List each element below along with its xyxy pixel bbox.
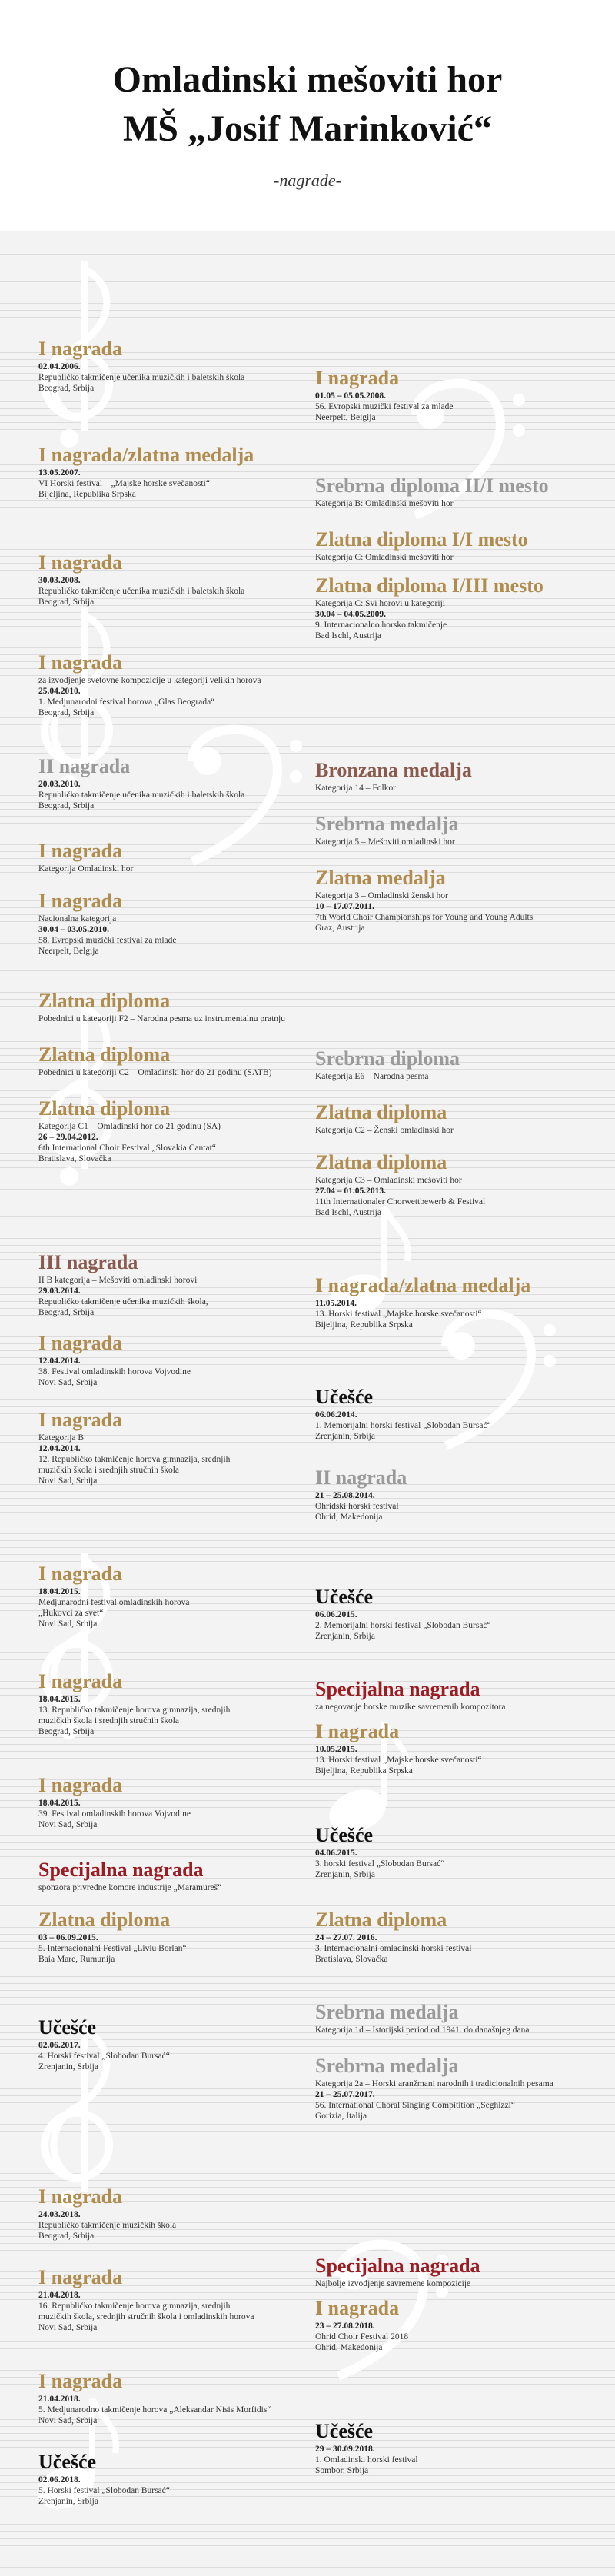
award-detail: Ohridski horski festival: [315, 1502, 399, 1511]
award-date: 30.04 – 03.05.2010.: [38, 925, 109, 934]
award-detail: 39. Festival omladinskih horova Vojvodine: [38, 1809, 191, 1819]
award-date: 30.03.2008.: [38, 576, 81, 585]
award-detail: Novi Sad, Srbija: [38, 1378, 98, 1387]
award-entry: [38, 990, 315, 1024]
award-entry: [38, 1252, 315, 1318]
award-entry: [315, 1586, 592, 1642]
award-entry: [38, 1909, 315, 1965]
award-detail: 1. Medjunarodni festival horova „Glas Beograda“: [38, 697, 215, 707]
award-detail: Republičko takmičenje učenika muzičkih i baletskih škola: [38, 373, 245, 382]
award-detail: Medjunarodni festival omladinskih horova: [38, 1598, 190, 1607]
award-title: Zlatna diploma: [38, 990, 171, 1012]
award-date: 02.06.2017.: [38, 2041, 81, 2050]
award-entry: [315, 760, 592, 794]
award-date: 01.05 – 05.05.2008.: [315, 391, 386, 401]
award-title: Srebrna medalja: [315, 2001, 459, 2023]
award-date: 20.03.2010.: [38, 780, 81, 789]
award-detail: Republičko takmičenje učenika muzičkih i baletskih škola: [38, 790, 245, 800]
award-title: I nagrada: [38, 1409, 123, 1431]
award-title: Specijalna nagrada: [315, 1678, 480, 1700]
award-detail: Novi Sad, Srbija: [38, 1476, 98, 1486]
award-detail: 5. Internacionalni Festival „Liviu Borlan“: [38, 1944, 187, 1953]
award-detail: 5. Horski festival „Slobodan Bursać“: [38, 2486, 170, 2495]
award-detail: Novi Sad, Srbija: [38, 1820, 98, 1829]
award-entry: [315, 814, 592, 847]
award-detail: Zrenjanin, Srbija: [315, 1432, 375, 1441]
award-entry: [315, 2421, 592, 2476]
award-entry: [315, 2002, 592, 2035]
award-title: I nagrada: [38, 890, 123, 912]
award-entry: [38, 552, 315, 607]
staff-line: [0, 2243, 615, 2244]
award-entry: [315, 1048, 592, 1082]
award-entry: [315, 1467, 592, 1523]
award-entry: [315, 1825, 592, 1880]
award-date: 29 – 30.09.2018.: [315, 2445, 375, 2454]
award-title: Zlatna diploma: [38, 1043, 171, 1066]
award-entry: [315, 575, 592, 641]
award-detail: Kategorija 14 – Folkor: [315, 784, 397, 793]
award-detail: Kategorija B: [38, 1433, 85, 1443]
award-detail: 13. Horski festival „Majske horske svečanosti“: [315, 1310, 482, 1319]
award-detail: 58. Evropski muzički festival za mlade: [38, 936, 177, 945]
award-title: I nagrada: [38, 1563, 123, 1585]
staff-line: [0, 970, 615, 971]
award-detail: Novi Sad, Srbija: [38, 2416, 98, 2425]
award-detail: „Hukovci za svet“: [38, 1609, 104, 1618]
award-detail: 1. Memorijalni horski festival „Slobodan Bursać“: [315, 1421, 491, 1430]
award-detail: Ohrid, Makedonija: [315, 1513, 383, 1522]
staff-line: [0, 1533, 615, 1534]
award-title: Specijalna nagrada: [38, 1859, 204, 1881]
award-detail: VI Horski festival – „Majske horske svečanosti“: [38, 479, 210, 488]
page-title: [0, 0, 615, 154]
award-title: I nagrada: [315, 1720, 400, 1742]
award-detail: Kategorija 5 – Mešoviti omladinski hor: [315, 837, 455, 847]
award-detail: 16. Republičko takmičenje horova gimnazija, srednjih: [38, 2301, 231, 2311]
award-entry: [38, 1333, 315, 1388]
award-date: 26 – 29.04.2012.: [38, 1133, 98, 1142]
award-title: Srebrna medalja: [315, 813, 459, 835]
header: [0, 0, 615, 231]
award-detail: 12. Republičko takmičenje horova gimnazija, srednjih: [38, 1455, 231, 1464]
award-title: I nagrada: [38, 338, 123, 360]
award-date: 06.06.2015.: [315, 1610, 357, 1619]
award-detail: Zrenjanin, Srbija: [38, 2062, 98, 2072]
award-title: Specijalna nagrada: [315, 2255, 480, 2277]
award-detail: Kategorija 1d – Istorijski period od 1941. do današnjeg dana: [315, 2025, 530, 2035]
award-entry: [315, 1102, 592, 1136]
award-title: Zlatna diploma I/I mesto: [315, 528, 528, 551]
staff-line: [0, 2250, 615, 2251]
award-title: Učešće: [315, 2420, 374, 2442]
staff-line: [0, 1997, 615, 1998]
award-detail: Ohrid, Makedonija: [315, 2343, 383, 2352]
award-date: 24 – 27.07. 2016.: [315, 1933, 377, 1942]
award-title: II nagrada: [38, 755, 131, 777]
award-entry: [315, 1386, 592, 1442]
award-entry: [315, 1152, 592, 1218]
award-detail: 56. Evropski muzički festival za mlade: [315, 402, 454, 411]
award-detail: 6th International Choir Festival „Slovakia Cantat“: [38, 1143, 216, 1153]
award-detail: Bijeljina, Republika Srpska: [315, 1320, 413, 1330]
award-detail: Republičko takmičenje učenika muzičkih škola,: [38, 1297, 208, 1306]
award-detail: Pobednici u kategoriji F2 – Narodna pesma uz instrumentalnu pratnju: [38, 1014, 285, 1023]
award-detail: Zrenjanin, Srbija: [315, 1632, 375, 1641]
award-detail: Kategorija Omladinski hor: [38, 864, 134, 874]
award-entry: [38, 756, 315, 811]
award-detail: 56. International Choral Singing Compitition „Seghizzi“: [315, 2101, 515, 2110]
staff-line: [0, 1238, 615, 1239]
award-detail: Nacionalna kategorija: [38, 914, 117, 924]
award-title: I nagrada: [38, 2370, 123, 2392]
award-date: 21.04.2018.: [38, 2395, 81, 2404]
award-date: 24.03.2018.: [38, 2210, 81, 2219]
award-detail: Bad Ischl, Austrija: [315, 631, 381, 641]
award-entry: [315, 2255, 592, 2289]
staff-line: [0, 1990, 615, 1991]
award-title: I nagrada: [38, 2185, 123, 2208]
award-title: Zlatna medalja: [315, 867, 446, 889]
award-entry: [315, 867, 592, 934]
award-title: Učešće: [315, 1586, 374, 1608]
award-entry: [38, 652, 315, 718]
award-detail: Beograd, Srbija: [38, 384, 95, 393]
award-title: Srebrna medalja: [315, 2055, 459, 2077]
award-detail: Beograd, Srbija: [38, 708, 95, 717]
award-detail: Kategorija C: Svi horovi u kategoriji: [315, 599, 445, 608]
award-date: 10.05.2015.: [315, 1745, 357, 1754]
award-entry: [315, 1275, 592, 1330]
award-date: 29.03.2014.: [38, 1286, 81, 1296]
award-title: I nagrada: [315, 2297, 400, 2319]
award-date: 21 – 25.07.2017.: [315, 2090, 375, 2099]
award-detail: Kategorija 3 – Omladinski ženski hor: [315, 891, 448, 900]
award-date: 27.04 – 01.05.2013.: [315, 1186, 386, 1196]
award-title: Učešće: [38, 2016, 97, 2039]
award-entry: [315, 2055, 592, 2122]
award-title: III nagrada: [38, 1251, 138, 1273]
award-detail: Bad Ischl, Austrija: [315, 1208, 381, 1217]
staff-line: [0, 1976, 615, 1977]
award-title: I nagrada: [38, 1774, 123, 1796]
award-entry: [38, 890, 315, 957]
award-title: I nagrada: [38, 2266, 123, 2288]
award-title: I nagrada: [38, 651, 123, 674]
award-entry: [38, 2017, 315, 2072]
staff-line: [0, 2524, 615, 2525]
award-entry: [38, 1044, 315, 1078]
award-date: 21 – 25.08.2014.: [315, 1491, 375, 1500]
award-entry: [38, 444, 315, 500]
award-detail: Bratislava, Slovačka: [38, 1154, 111, 1163]
award-detail: Kategorija B: Omladinski mešoviti hor: [315, 499, 454, 508]
page-subtitle: -nagrade-: [274, 171, 341, 190]
award-title: Srebrna diploma II/I mesto: [315, 474, 549, 497]
staff-line: [0, 2531, 615, 2532]
award-title: Srebrna diploma: [315, 1047, 460, 1070]
award-detail: Kategorija 2a – Horski aranžmani narodnih i tradicionalnih pesama: [315, 2079, 554, 2088]
award-title: II nagrada: [315, 1466, 407, 1489]
award-detail: 9. Internacionalno horsko takmičenje: [315, 621, 447, 630]
award-detail: 38. Festival omladinskih horova Vojvodine: [38, 1367, 191, 1376]
staff-line: [0, 2545, 615, 2546]
award-detail: 4. Horski festival „Slobodan Bursać“: [38, 2052, 170, 2061]
award-detail: 13. Horski festival „Majske horske svečanosti“: [315, 1756, 482, 1765]
award-date: 18.04.2015.: [38, 1799, 81, 1808]
award-date: 30.04 – 04.05.2009.: [315, 610, 386, 619]
award-detail: Kategorija C: Omladinski mešoviti hor: [315, 553, 454, 562]
award-title: Zlatna diploma: [315, 1101, 447, 1123]
award-detail: Beograd, Srbija: [38, 1308, 95, 1317]
award-detail: Ohrid Choir Festival 2018: [315, 2332, 409, 2341]
award-detail: sponzora privredne komore industrije „Maramureš“: [38, 1883, 222, 1892]
award-detail: za izvodjenje svetovne kompozicije u kategoriji velikih horova: [38, 676, 261, 685]
award-detail: Kategorija C1 – Omladinski hor do 21 godinu (SA): [38, 1122, 221, 1131]
award-title: I nagrada/zlatna medalja: [315, 1274, 531, 1296]
award-detail: Beograd, Srbija: [38, 597, 95, 607]
award-detail: Zrenjanin, Srbija: [38, 2497, 98, 2506]
award-entry: [38, 1671, 315, 1737]
award-entry: [38, 2267, 315, 2333]
award-entry: [38, 1409, 315, 1486]
award-detail: Bijeljina, Republika Srpska: [38, 490, 136, 499]
award-title: I nagrada: [38, 1670, 123, 1692]
award-detail: Sombor, Srbija: [315, 2466, 369, 2475]
award-date: 02.06.2018.: [38, 2475, 81, 2484]
award-title: I nagrada/zlatna medalja: [38, 444, 254, 466]
award-detail: 5. Medjunarodno takmičenje horova „Aleksandar Nisis Morfidis“: [38, 2405, 271, 2415]
award-entry: [315, 368, 592, 423]
award-detail: muzičkih škola i srednjih stručnih škola: [38, 1466, 180, 1475]
award-entry: [38, 840, 315, 874]
staff-line: [0, 1245, 615, 1246]
award-title: Zlatna diploma: [38, 1097, 171, 1120]
award-date: 21.04.2018.: [38, 2291, 81, 2300]
award-title: Učešće: [315, 1824, 374, 1846]
award-detail: Beograd, Srbija: [38, 1727, 95, 1736]
award-detail: Beograd, Srbija: [38, 801, 95, 810]
award-title: Zlatna diploma: [315, 1151, 447, 1173]
award-title: Zlatna diploma: [38, 1909, 171, 1931]
award-title: I nagrada: [38, 551, 123, 574]
title-line-2: MŠ „Josif Marinković“: [123, 108, 492, 149]
award-detail: Republičko takmičenje učenika muzičkih i baletskih škola: [38, 587, 245, 596]
award-date: 12.04.2014.: [38, 1356, 81, 1366]
award-detail: Baia Mare, Rumunija: [38, 1955, 115, 1964]
award-date: 12.04.2014.: [38, 1444, 81, 1453]
staff-line: [0, 1905, 615, 1906]
award-entry: [315, 529, 592, 563]
award-detail: Kategorija C3 – Omladinski mešoviti hor: [315, 1176, 462, 1185]
award-date: 03 – 06.09.2015.: [38, 1933, 98, 1942]
award-detail: Beograd, Srbija: [38, 2232, 95, 2241]
award-entry: [38, 1859, 315, 1893]
award-detail: Novi Sad, Srbija: [38, 2323, 98, 2332]
title-line-1: Omladinski mešoviti hor: [112, 59, 503, 100]
award-detail: Kategorija E6 – Narodna pesma: [315, 1072, 429, 1081]
award-date: 13.05.2007.: [38, 468, 81, 478]
award-detail: Republičko takmičenje muzičkih škola: [38, 2221, 177, 2230]
award-entry: [38, 2186, 315, 2242]
award-detail: muzičkih škola, srednjih stručnih škola i omladinskih horova: [38, 2312, 254, 2321]
award-title: Zlatna diploma: [315, 1909, 447, 1931]
award-title: Učešće: [315, 1386, 374, 1408]
award-title: Zlatna diploma I/III mesto: [315, 574, 544, 597]
award-detail: Graz, Austrija: [315, 924, 365, 933]
award-detail: Najbolje izvodjenje savremene kompozicije: [315, 2279, 471, 2288]
award-date: 25.04.2010.: [38, 687, 81, 696]
award-date: 23 – 27.08.2018.: [315, 2321, 375, 2331]
staff-line: [0, 2567, 615, 2568]
award-title: Bronzana medalja: [315, 759, 472, 781]
award-detail: Novi Sad, Srbija: [38, 1619, 98, 1629]
award-entry: [315, 1909, 592, 1965]
award-detail: 7th World Choir Championships for Young and Young Adults: [315, 913, 534, 922]
award-detail: Neerpelt, Belgija: [315, 413, 376, 422]
award-detail: muzičkih škola i srednjih stručnih škola: [38, 1716, 180, 1726]
staff-line: [0, 2538, 615, 2539]
award-entry: [38, 2371, 315, 2426]
award-detail: Kategorija C2 – Ženski omladinski hor: [315, 1126, 454, 1135]
award-date: 06.06.2014.: [315, 1410, 357, 1419]
award-title: I nagrada: [38, 840, 123, 862]
award-entry: [315, 1721, 592, 1776]
award-entry: [315, 475, 592, 509]
award-title: I nagrada: [315, 367, 400, 389]
award-detail: 2. Memorijalni horski festival „Slobodan Bursać“: [315, 1621, 491, 1630]
award-entry: [38, 2451, 315, 2507]
award-entry: [38, 1098, 315, 1164]
award-detail: 13. Republičko takmičenje horova gimnazija, srednjih: [38, 1706, 231, 1715]
award-detail: 1. Omladinski horski festival: [315, 2455, 418, 2465]
award-detail: Zrenjanin, Srbija: [315, 1870, 375, 1879]
award-detail: Pobednici u kategoriji C2 – Omladinski hor do 21 godinu (SATB): [38, 1068, 272, 1077]
award-detail: Bratislava, Slovačka: [315, 1955, 388, 1964]
award-entry: [315, 2298, 592, 2353]
award-detail: 3. Internacionalni omladinski horski festival: [315, 1944, 472, 1953]
award-title: Učešće: [38, 2451, 97, 2473]
award-date: 04.06.2015.: [315, 1849, 357, 1858]
award-date: 18.04.2015.: [38, 1587, 81, 1596]
award-date: 02.04.2006.: [38, 362, 81, 371]
award-date: 11.05.2014.: [315, 1299, 357, 1308]
award-entry: [38, 1563, 315, 1629]
award-entry: [38, 1775, 315, 1830]
award-detail: II B kategorija – Mešoviti omladinski horovi: [38, 1276, 198, 1285]
award-detail: Gorizia, Italija: [315, 2112, 367, 2121]
award-detail: za negovanje horske muzike savremenih kompozitora: [315, 1702, 506, 1712]
award-entry: [315, 1679, 592, 1712]
award-date: 10 – 17.07.2011.: [315, 902, 374, 911]
award-detail: Bijeljina, Republika Srpska: [315, 1766, 413, 1776]
award-date: 18.04.2015.: [38, 1695, 81, 1704]
award-entry: [38, 338, 315, 394]
award-title: I nagrada: [38, 1332, 123, 1354]
award-detail: Neerpelt, Belgija: [38, 947, 99, 956]
staff-line: [0, 1540, 615, 1541]
award-detail: 11th Internationaler Chorwettbewerb & Festival: [315, 1197, 486, 1206]
award-detail: 3. horski festival „Slobodan Bursać“: [315, 1859, 445, 1869]
staff-line: [0, 1983, 615, 1984]
